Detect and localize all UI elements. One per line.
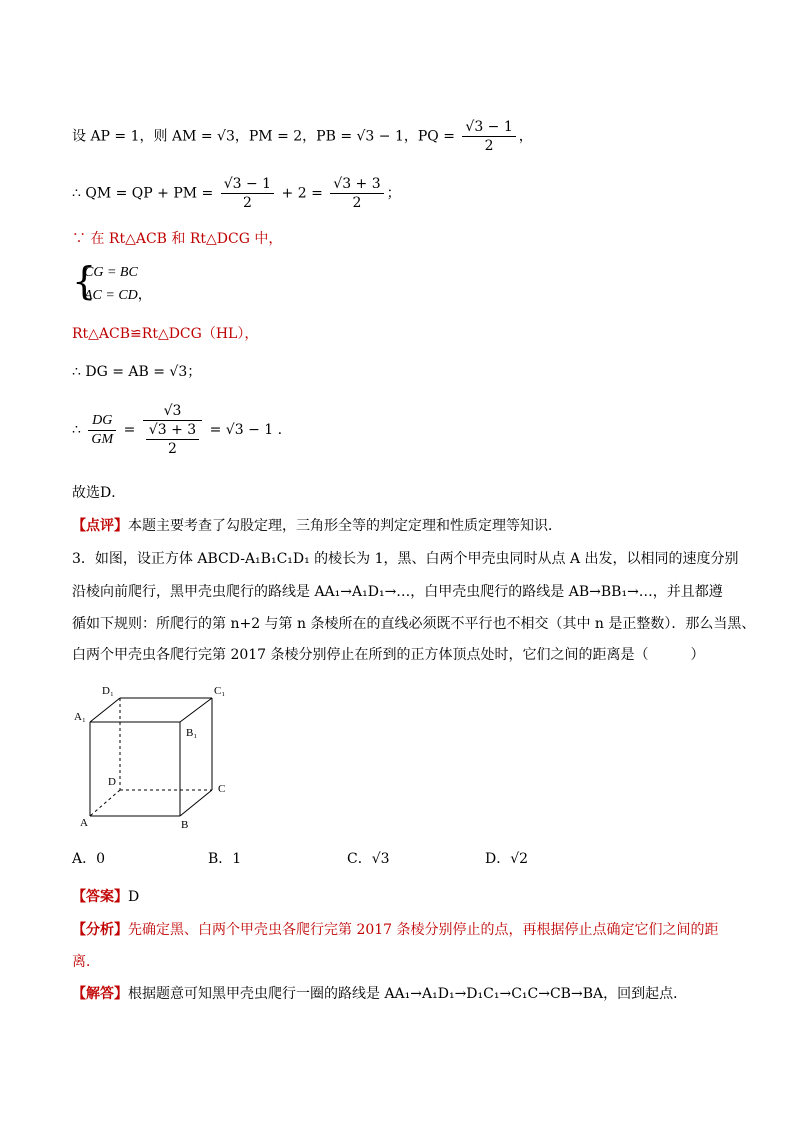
qm-equation: ∴ QM = QP + PM = $\frac{√3 - 1}{2}$ + 2 = $\frac{√3 + 3}{2}$ ； <box>72 176 401 211</box>
label-A1: A₁ <box>74 711 86 723</box>
option-d: D．√2 <box>485 851 529 867</box>
analysis-line-2: 离． <box>72 954 100 970</box>
label-C1: C₁ <box>214 685 226 697</box>
equation-ac-cd: AC = CD， <box>84 288 152 303</box>
congruence-line: Rt△ACB≌Rt△DCG（HL）， <box>72 326 259 342</box>
ratio-equation: ∴ $\frac{DG}{GM}$ = $\frac{√3}{\frac{√3 + 3}{2}}$ = √3 − 1 . <box>72 403 283 457</box>
dg-over-gm: $\frac{DG}{GM}$ <box>88 412 116 449</box>
analysis-line-1: 【分析】先确定黑、白两个甲壳虫各爬行完第 2017 条棱分别停止的点，再根据停止点确定它们之间的距 <box>72 922 719 938</box>
system-equations <box>84 261 152 307</box>
analysis-tag: 【分析】 <box>72 922 128 938</box>
option-a: A．0 <box>72 851 106 867</box>
option-b: B．1 <box>208 851 242 867</box>
solution-tag: 【解答】 <box>72 986 128 1002</box>
given-values-text: 设 AP = 1，则 AM = √3，PM = 2，PB = √3 − 1，PQ = <box>72 128 455 145</box>
label-D: D <box>108 776 116 788</box>
label-B1: B₁ <box>186 727 198 739</box>
answer-line <box>72 887 139 907</box>
comment-line: 【点评】本题主要考查了勾股定理，三角形全等的判定定理和性质定理等知识． <box>72 518 562 534</box>
label-A: A <box>80 817 88 829</box>
dg-line: ∴ DG = AB = √3； <box>72 364 202 380</box>
label-D1: D₁ <box>102 685 114 697</box>
compound-fraction: $\frac{√3}{\frac{√3 + 3}{2}}$ <box>143 402 202 458</box>
question-3-line-4: 白两个甲壳虫各爬行完第 2017 条棱分别停止在所到的正方体顶点处时，它们之间的距离是（ ） <box>72 647 705 663</box>
equation-cg-bc: CG = BC <box>84 265 138 280</box>
pq-fraction: $\frac{√3 - 1}{2}$ <box>462 118 515 155</box>
qm-prefix: ∴ QM = QP + PM = <box>72 185 214 202</box>
answer-tag: 【答案】 <box>72 889 128 905</box>
because-line: ∵ 在 Rt△ACB 和 Rt△DCG 中， <box>72 231 283 247</box>
label-C: C <box>218 783 226 795</box>
qm-fraction: $\frac{√3 - 1}{2}$ <box>221 175 274 212</box>
cube-figure <box>68 680 238 830</box>
choose-line: 故选D． <box>72 485 126 501</box>
solution-line: 【解答】根据题意可知黑甲壳虫爬行一圈的路线是 AA₁→A₁D₁→D₁C₁→C₁C→CB→BA，回到起点． <box>72 986 688 1002</box>
question-3-line-3: 循如下规则：所爬行的第 n+2 与第 n 条棱所在的直线必须既不平行也不相交（其中 n 是正整数）．那么当黑、 <box>72 616 756 632</box>
answer-value: D <box>128 889 140 905</box>
system-brace: { <box>72 259 97 303</box>
label-B: B <box>181 819 189 830</box>
comment-tag: 【点评】 <box>72 518 128 534</box>
option-c: C．√3 <box>347 851 390 867</box>
question-3-line-2: 沿棱向前爬行，黑甲壳虫爬行的路线是 AA₁→A₁D₁→…，白甲壳虫爬行的路线是 AB→BB₁→…，并且都遵 <box>72 584 723 600</box>
qm-result-fraction: $\frac{√3 + 3}{2}$ <box>330 175 383 212</box>
question-3-line-1: 3．如图，设正方体 ABCD-A₁B₁C₁D₁ 的棱长为 1，黑、白两个甲壳虫同时从点 A 出发，以相同的速度分别 <box>72 551 739 567</box>
given-values-line: 设 AP = 1，则 AM = √3，PM = 2，PB = √3 − 1，PQ = $\frac{√3 - 1}{2}$ ， <box>72 119 533 154</box>
